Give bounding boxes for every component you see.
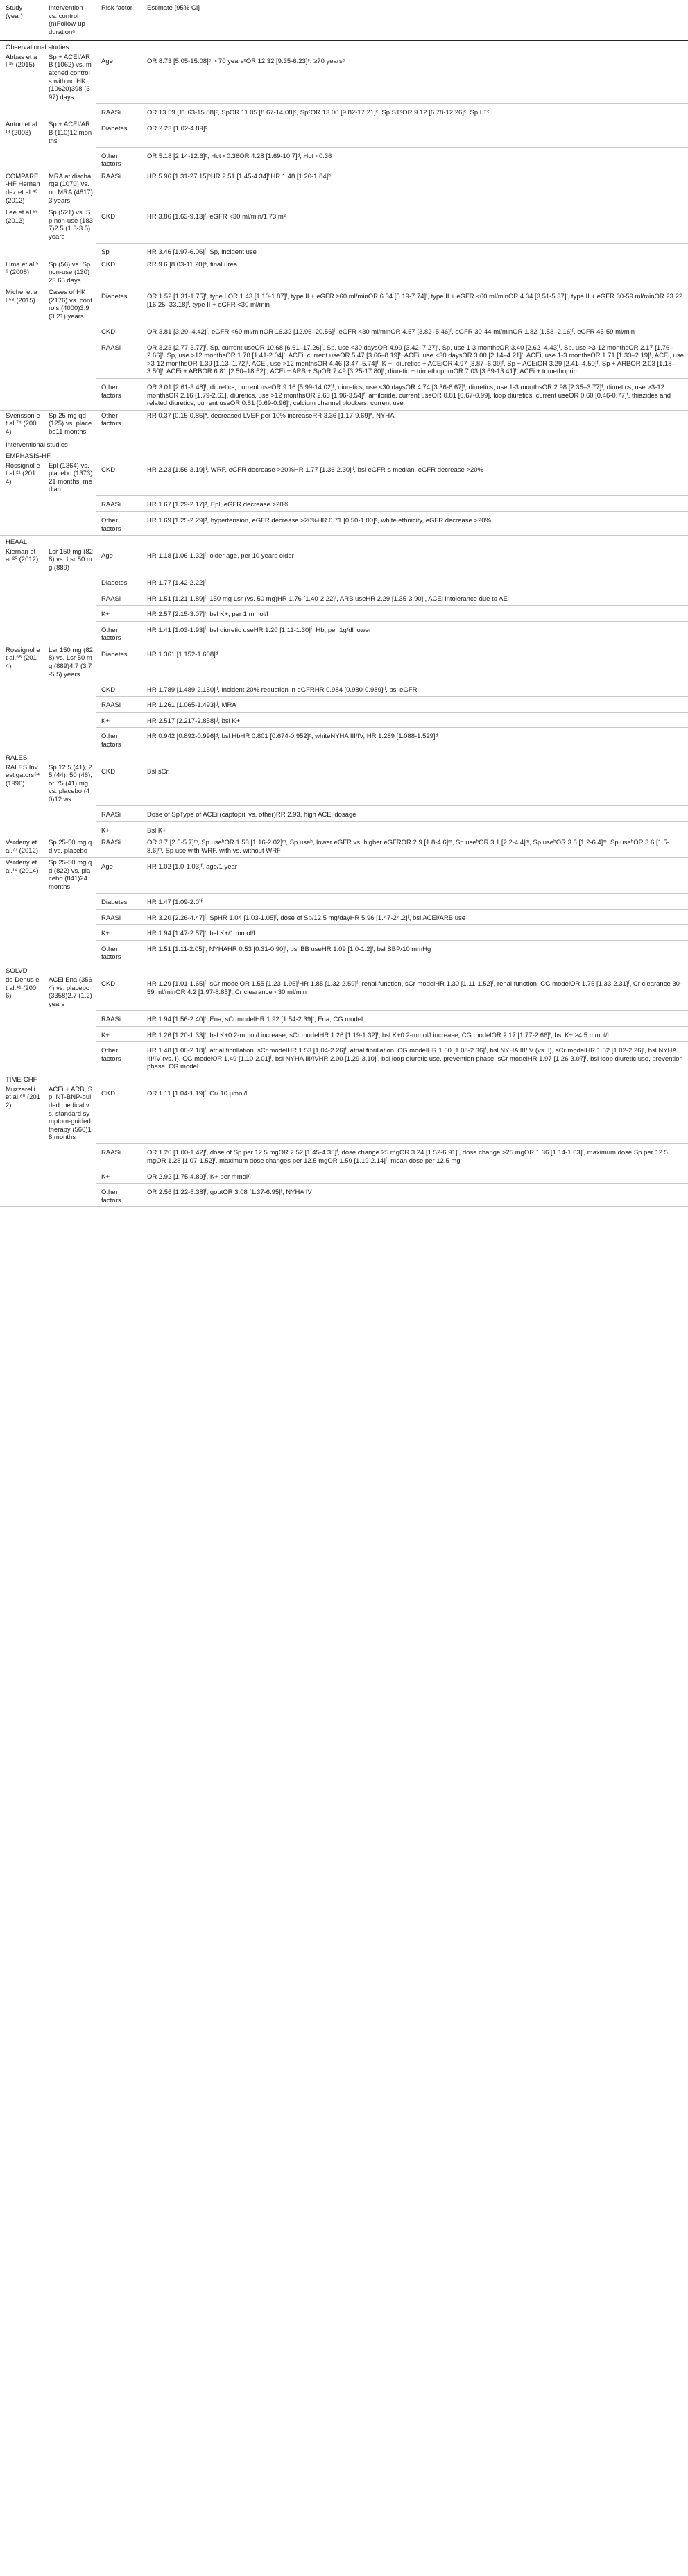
study-cell bbox=[0, 496, 43, 512]
risk-factor-cell: Other factors bbox=[96, 511, 141, 535]
intervention-cell: Lsr 150 mg (828) vs. Lsr 50 mg (889)4.7 (3.7-5.5) years bbox=[49, 646, 93, 679]
intervention-cell: Sp 25-50 mg qd vs. placebo bbox=[43, 837, 96, 858]
intervention-cell bbox=[43, 712, 96, 728]
risk-factor-cell: K+ bbox=[96, 606, 141, 622]
estimate-cell: HR 0.942 [0.892-0.996]ᵈ, bsl HbHR 0.801 [0.674-0.952]ᵈ, whiteNYHA III/IV, HR 1.289 [1.088-1.529]ᵈ bbox=[147, 733, 438, 741]
section-row bbox=[0, 1073, 688, 1084]
table-row bbox=[0, 52, 688, 103]
study-cell bbox=[0, 323, 43, 339]
table-row bbox=[0, 621, 688, 645]
intervention-cell bbox=[43, 728, 96, 751]
table-row bbox=[0, 103, 688, 119]
study-cell bbox=[0, 574, 43, 590]
study-cell bbox=[0, 1144, 43, 1168]
study-cell: Vardeny et al.⁷⁷ (2012) bbox=[0, 837, 43, 858]
estimate-cell: OR 3.81 [3.29–4.42]ᶠ, eGFR <60 ml/minOR 16.32 [12.96–20.56]ᶠ, eGFR <30 ml/minOR 4.57 [3.82–5.46]ᶠ, eGFR 30-44 ml/minOR 1.82 [1.53–2.16]ᶠ, eGFR 45-59 ml/min bbox=[141, 323, 688, 339]
risk-factor-cell: Age bbox=[96, 858, 141, 894]
risk-factor-cell: Other factors bbox=[96, 621, 141, 645]
study-cell: Vardeny et al.¹⁴ (2014) bbox=[6, 859, 39, 875]
table-row bbox=[0, 511, 688, 535]
risk-factor-cell: K+ bbox=[96, 821, 141, 837]
estimate-cell: HR 5.96 [1.31-27.15]ʰHR 2.51 [1.45-4.34]ʰHR 1.48 [1.20-1.84]ʰ bbox=[141, 171, 688, 207]
table-row bbox=[0, 1168, 688, 1184]
table-row bbox=[0, 243, 688, 259]
intervention-cell: ACEi + ARB, Sp, NT-BNP-guided medical vs. standard symptom-guided therapy (566)18 months bbox=[49, 1085, 93, 1142]
table-row bbox=[0, 645, 688, 681]
intervention-cell bbox=[43, 821, 96, 837]
intervention-cell bbox=[43, 1026, 96, 1042]
table-row bbox=[0, 681, 688, 697]
header-estimate: Estimate [95% CI] bbox=[141, 0, 688, 41]
intervention-cell bbox=[43, 909, 96, 925]
intervention-cell: Sp + ACEI/ARB (110)12 months bbox=[49, 121, 92, 145]
study-cell bbox=[0, 147, 43, 171]
intervention-cell: Sp (56) vs. Sp non-use (130)23.65 days bbox=[43, 259, 96, 287]
study-cell bbox=[0, 1168, 43, 1184]
intervention-cell: Sp + ACEI/ARB (1062) vs. matched controls with no HK (10620)398 (397) days bbox=[49, 53, 92, 101]
intervention-cell bbox=[43, 574, 96, 590]
table-row bbox=[0, 410, 688, 438]
intervention-cell: Sp 12.5 (41), 25 (44), 50 (46), or 75 (41) mg vs. placebo (40)12 wk bbox=[49, 763, 92, 803]
estimate-cell: OR 2.92 [1.75-4.89]ᶠ, K+ per mmol/l bbox=[141, 1168, 688, 1184]
risk-factor-cell: Diabetes bbox=[96, 287, 141, 323]
section-heaal: HEAAL bbox=[6, 538, 28, 547]
intervention-cell bbox=[43, 323, 96, 339]
estimate-cell: Dose of SpType of ACEi (captopril vs. other)RR 2.93, high ACEi dosage bbox=[141, 806, 688, 822]
estimate-cell: Bsl sCr bbox=[141, 762, 688, 806]
study-cell bbox=[0, 1026, 43, 1042]
estimate-cell: HR 1.29 [1.01-1.65]ᶠ, sCr modelOR 1.55 [1.23-1.95]ᶠHR 1.85 [1.32-2.59]ᶠ, renal function, sCr modelHR 1.30 [1.11-1.52]ᶠ, renal function, CG modelOR 1.75 [1.33-2.31]ᶠ, Cr clearance 30-59 ml/minOR 4.2 [1.97-8.85]ᶠ, Cr clearance <30 ml/min bbox=[141, 975, 688, 1010]
estimate-cell: OR 2.56 [1.22-5.38]ᶠ, goutOR 3.08 [1.37-6.95]ᶠ, NYHA IV bbox=[141, 1184, 688, 1207]
risk-factor-cell: CKD bbox=[96, 975, 141, 1010]
study-cell bbox=[0, 806, 43, 822]
estimate-cell: HR 1.69 [1.25-2.29]ᵈ, hypertension, eGFR decrease >20%HR 0.71 [0.50-1.00]ᵈ, white ethnicity, eGFR decrease >20% bbox=[141, 511, 688, 535]
estimate-cell: HR 3.86 [1.63-9.13]ᶠ, eGFR <30 ml/min/1.73 m² bbox=[141, 207, 688, 244]
risk-factor-cell: Other factors bbox=[96, 378, 141, 410]
estimate-cell: HR 1.94 [1.47-2.57]ᶠ, bsl K+/1 mmol/l bbox=[141, 925, 688, 941]
header-risk-factor: Risk factor bbox=[96, 0, 141, 41]
study-cell bbox=[0, 681, 43, 697]
table-row bbox=[0, 339, 688, 378]
study-cell bbox=[0, 728, 43, 751]
table-row bbox=[0, 712, 688, 728]
section-emphasis-hf: EMPHASIS-HF bbox=[6, 452, 51, 461]
table-row bbox=[0, 323, 688, 339]
estimate-cell: HR 1.51 [1.11-2.05]ᶠ, NYHAHR 0.53 [0.31-0.90]ᶠ, bsl BB useHR 1.09 [1.0-1.2]ᶠ, bsl SBP/10 mmHg bbox=[147, 945, 431, 953]
estimate-cell: RR 9.6 [8.03-11.20]ᵉ, final urea bbox=[141, 259, 688, 287]
table-row bbox=[0, 574, 688, 590]
estimate-cell: OR 13.59 [11.63-15.88]ᶜ, SpOR 11.05 [8.67-14.08]ᶜ, SpᶜOR 13.00 [9.82-17.21]ᶜ, Sp STᶜOR 9.12 [6.78-12.26]ᶜ, Sp LTᶜ bbox=[141, 103, 688, 119]
risk-factor-cell: Age bbox=[96, 52, 141, 103]
study-cell bbox=[0, 511, 43, 535]
intervention-cell bbox=[43, 378, 96, 410]
table-row bbox=[0, 1026, 688, 1042]
study-cell bbox=[0, 894, 43, 910]
risk-factor-cell: Other factors bbox=[101, 733, 121, 749]
estimate-cell: HR 1.26 [1.20-1.33]ᶠ, bsl K+0.2-mmol/l increase, sCr modelHR 1.26 [1.19-1.32]ᶠ, bsl K+0.2-mmol/l increase, CG modelOR 2.17 [1.77-2.66]ᶠ, bsl K+ ≥4.5 mmol/l bbox=[141, 1026, 688, 1042]
intervention-cell: Sp 25-50 mg qd (822) vs. placebo (841)24 months bbox=[49, 859, 92, 892]
estimate-cell: HR 2.23 [1.56-3.19]ᵈ, WRF, eGFR decrease >20%HR 1.77 [1.36-2.30]ᵈ, bsl eGFR ≤ median, eGFR decrease >20% bbox=[141, 461, 688, 496]
section-rales: RALES bbox=[6, 754, 28, 762]
table-row bbox=[0, 1184, 688, 1207]
study-cell bbox=[0, 925, 43, 941]
section-observational: Observational studies bbox=[6, 44, 69, 52]
study-cell bbox=[0, 590, 43, 606]
table-row bbox=[0, 606, 688, 622]
risk-factor-cell: Diabetes bbox=[96, 645, 141, 681]
risk-factor-cell: CKD bbox=[96, 259, 141, 287]
risk-factor-cell: Age bbox=[96, 547, 141, 574]
intervention-cell bbox=[43, 806, 96, 822]
table-row bbox=[0, 925, 688, 941]
intervention-cell bbox=[43, 621, 96, 645]
estimate-cell: OR 1.52 [1.31-1.75]ᶠ, type IIOR 1.43 [1.10-1.87]ᶠ, type II + eGFR ≥60 ml/minOR 6.34 [5.19-7.74]ᶠ, type II + eGFR <60 ml/minOR 4.34 [3.51-5.37]ᶠ, type II + eGFR 30-59 ml/minOR 23.22 [16.25–33.18]ᶠ, type II + eGFR <30 ml/min bbox=[141, 287, 688, 323]
study-cell: Lee et al.⁵⁵ (2013) bbox=[6, 209, 38, 225]
estimate-cell: RR 0.37 [0.15-0.85]ᵉ, decreased LVEF per 10% increaseRR 3.36 [1.17-9.69]ᵉ, NYHA bbox=[147, 411, 395, 420]
estimate-cell: OR 1.11 [1.04-1.19]ᶠ, Cr/ 10 μmol/l bbox=[141, 1084, 688, 1144]
section-row bbox=[0, 438, 688, 450]
risk-factor-cell: Other factors bbox=[101, 1047, 121, 1063]
estimate-cell: HR 1.789 [1.489-2.150]ᵈ, incident 20% reduction in eGFRHR 0.984 [0.980-0.989]ᵈ, bsl eGFR bbox=[141, 681, 688, 697]
table-row bbox=[0, 287, 688, 323]
table-row bbox=[0, 806, 688, 822]
study-cell: RALES Investigators⁶⁴ (1996) bbox=[6, 763, 40, 787]
estimate-cell: Bsl K+ bbox=[141, 821, 688, 837]
header-intervention: Intervention vs. control (n)Follow-up durationᵃ bbox=[43, 0, 96, 41]
risk-factor-cell: Other factors bbox=[96, 1184, 141, 1207]
table-row bbox=[0, 378, 688, 410]
study-cell: Anton et al.¹³ (2003) bbox=[6, 121, 40, 137]
study-cell: Svensson et al.⁷⁴ (2004) bbox=[0, 410, 43, 438]
study-cell bbox=[0, 378, 43, 410]
risk-factor-cell: Diabetes bbox=[96, 574, 141, 590]
table-row bbox=[0, 697, 688, 713]
header-row bbox=[0, 0, 688, 41]
study-cell bbox=[0, 606, 43, 622]
intervention-cell bbox=[43, 925, 96, 941]
intervention-cell bbox=[43, 147, 96, 171]
study-cell bbox=[0, 621, 43, 645]
intervention-cell bbox=[43, 511, 96, 535]
intervention-cell bbox=[43, 243, 96, 259]
risk-factor-cell: CKD bbox=[96, 681, 141, 697]
study-cell bbox=[0, 339, 43, 378]
intervention-cell bbox=[43, 1042, 96, 1073]
risk-factor-cell: CKD bbox=[96, 323, 141, 339]
study-cell: de Denus et al.⁴¹ (2006) bbox=[6, 976, 40, 1000]
risk-factor-cell: CKD bbox=[96, 461, 141, 496]
estimate-cell: HR 2.517 [2.217-2.858]ᵈ, bsl K+ bbox=[141, 712, 688, 728]
risk-factor-cell: Other factors bbox=[96, 147, 141, 171]
risk-factor-cell: Diabetes bbox=[96, 119, 141, 147]
table-row bbox=[0, 1144, 688, 1168]
section-row bbox=[0, 751, 688, 762]
estimate-cell: HR 3.46 [1.97-6.06]ᶠ, Sp, incident use bbox=[141, 243, 688, 259]
table-row bbox=[0, 119, 688, 147]
table-row bbox=[0, 147, 688, 171]
risk-factor-cell: RAASi bbox=[96, 697, 141, 713]
estimate-cell: OR 5.18 [2.14-12.6]ᵈ, Hct <0.36OR 4.28 [1.69-10.7]ᵈ, Hct <0.36 bbox=[141, 147, 688, 171]
intervention-cell bbox=[43, 496, 96, 512]
study-cell: Muzzarelli et al.⁶⁰ (2012) bbox=[6, 1085, 40, 1110]
table-row bbox=[0, 590, 688, 606]
header-study: Study (year) bbox=[0, 0, 43, 41]
study-cell: Kiernan et al.²⁰ (2012) bbox=[6, 547, 39, 564]
estimate-cell: HR 1.361 [1.152-1.608]ᵈ bbox=[141, 645, 688, 681]
table-row bbox=[0, 171, 688, 207]
estimate-cell: OR 8.73 [5.05-15.08]ᶜ, <70 yearsᶜOR 12.32 [9.35-6.23]ᶜ, ≥70 yearsᶜ bbox=[141, 52, 688, 103]
estimate-cell: OR 3.23 [2.77-3.77]ᶠ, Sp, current useOR 10.68 [6.61–17.26]ᶠ, Sp, use <30 daysOR 4.99 [3.42–7.27]ᶠ, Sp, use 1-3 monthsOR 3.40 [2.62–4.43]ᶠ, Sp, use >3-12 monthsOR 2.17 [1.76–2.66]ᶠ, Sp, use >12 monthsOR 1.70 [1.41-2.04]ᶠ, ACEi, current useOR 5.47 [3.66–8.19]ᶠ, ACEi, use <30 daysOR 3.00 [2.14–4.21]ᶠ, ACEi, use 1-3 monthsOR 1.71 [1.33–2.19]ᶠ, ACEi, use >3-12 monthsOR 1.39 [1.13–1.72]ᶠ, ACEi, use >12 monthsOR 4.46 [3.47–5.74]ᶠ, K + -diuretics + ACEiOR 4.97 [3.87–6.39]ᶠ, Sp + ACEiOR 3.29 [2.41–4.50]ᶠ, Sp + ARBOR 2.03 [1.18–3.50]ᶠ, ACEi + ARBOR 6.81 [2.50–18.52]ᶠ, ACEi + ARB + SpOR 7.49 [3.25-17.80]ᶠ, diuretic + trimethoprimOR 7.03 [3.69-13.41]ᶠ, ACEi + trimethoprim bbox=[141, 339, 688, 378]
study-cell: COMPARE-HF Hernandez et al.⁴⁹ (2012) bbox=[0, 171, 43, 207]
intervention-cell: Sp (521) vs. Sp non-use (1837)2.5 (1.3-3.5) years bbox=[49, 209, 93, 241]
study-cell bbox=[0, 940, 43, 964]
intervention-cell bbox=[43, 590, 96, 606]
risk-factor-table bbox=[0, 0, 688, 1207]
risk-factor-cell: RAASi bbox=[96, 496, 141, 512]
study-cell: Abbas et al.³⁵ (2015) bbox=[6, 53, 37, 69]
estimate-cell: HR 1.18 [1.06-1.32]ᶠ, older age, per 10 years older bbox=[141, 547, 688, 574]
section-time-chf: TIME-CHF bbox=[6, 1076, 37, 1084]
table-row bbox=[0, 547, 688, 574]
table-row bbox=[0, 837, 688, 858]
section-solvd: SOLVD bbox=[6, 966, 28, 975]
risk-factor-cell: Sp bbox=[96, 243, 141, 259]
table-row bbox=[0, 207, 688, 244]
risk-factor-cell: K+ bbox=[96, 925, 141, 941]
risk-factor-cell: RAASi bbox=[96, 171, 141, 207]
estimate-cell: HR 1.67 [1.29-2.17]ᵈ, Epl, eGFR decrease >20% bbox=[141, 496, 688, 512]
table-row bbox=[0, 940, 688, 964]
risk-factor-cell: RAASi bbox=[96, 339, 141, 378]
estimate-cell: OR 3.01 [2.61-3.48]ᶠ, diuretics, current useOR 9.16 [5.99-14.02]ᶠ, diuretics, use <30 daysOR 4.74 [3.36-6.67]ᶠ, diuretics, use 1-3 monthsOR 2.98 [2.35–3.77]ᶠ, diuretics, use >3-12 monthsOR 2.16 [1.79-2.61], diuretics, use >12 monthsOR 2.63 [1.96-3.54]ᶠ, amiloride, current useOR 0.81 [0.67-0.99], loop diuretics, current useOR 0.60 [0.46-0.77]ᶠ, thiazides and related diuretics, current useOR 0.81 [0.69-0.96]ᶠ, calcium channel blockers, current use bbox=[141, 378, 688, 410]
estimate-cell: HR 1.94 [1.56-2.40]ᶠ, Ena, sCr modelHR 1.92 [1.54-2.39]ᶠ, Ena, CG model bbox=[141, 1010, 688, 1026]
study-cell: Rossignol et al.²¹ (2014) bbox=[6, 461, 40, 486]
intervention-cell bbox=[43, 103, 96, 119]
table-row bbox=[0, 1084, 688, 1144]
risk-factor-cell: Other factors bbox=[101, 945, 121, 962]
risk-factor-cell: CKD bbox=[96, 207, 141, 244]
table-row bbox=[0, 1042, 688, 1073]
study-cell bbox=[0, 712, 43, 728]
risk-factor-cell: RAASi bbox=[96, 837, 141, 858]
risk-factor-cell: K+ bbox=[96, 1168, 141, 1184]
section-interventional: Interventional studies bbox=[6, 441, 68, 450]
study-cell: Rossignol et al.⁶⁵ (2014) bbox=[6, 646, 40, 670]
estimate-cell: OR 1.20 [1.00-1.42]ᶠ, dose of Sp per 12.5 mgOR 2.52 [1.45-4.35]ᶠ, dose change 25 mgOR 3.24 [1.52-6.91]ᶠ, dose change >25 mgOR 1.36 [1.14-1.63]ᶠ, maximum dose Sp per 12.5 mgOR 1.28 [1.07-1.52]ᶠ, maximum dose changes per 12.5 mgOR 1.59 [1.19-2.14]ᶠ, mean dose per 12.5 mg bbox=[141, 1144, 688, 1168]
table-row bbox=[0, 1010, 688, 1026]
estimate-cell: HR 1.47 [1.09-2.0]ᶠ bbox=[141, 894, 688, 910]
study-cell bbox=[0, 821, 43, 837]
estimate-cell: HR 3.20 [2.26-4.47]ᶠ, SpHR 1.04 [1.03-1.05]ᶠ, dose of Sp/12.5 mg/dayHR 5.96 [1.47-24.2]ᶠ, bsl ACEi/ARB use bbox=[141, 909, 688, 925]
risk-factor-cell: RAASi bbox=[96, 806, 141, 822]
study-cell bbox=[0, 1010, 43, 1026]
estimate-cell: HR 1.48 [1.00-2.18]ᶠ, atrial fibrillation, sCr modelHR 1.53 [1.04-2.26]ᶠ, atrial fibrillation, CG modelHR 1.60 [1.08-2.36]ᶠ, bsl NYHA III/IV (vs. I), sCr modelHR 1.52 [1.02-2.26]ᶠ, bsl NYHA III/IV (vs. I), CG modelOR 1.49 [1.10-2.01]ᶠ, bsl NYHA III/IVHR 2.00 [1.29-3.10]ᶠ, bsl loop diuretic use, prevention phase, sCr modelHR 1.97 [1.26-3.07]ᶠ, bsl loop diuretic use, prevention phase, CG model bbox=[147, 1047, 683, 1071]
estimate-cell: HR 2.57 [2.15-3.07]ᶠ, bsl K+, per 1 mmol/l bbox=[141, 606, 688, 622]
table-row bbox=[0, 909, 688, 925]
risk-factor-cell: RAASi bbox=[96, 590, 141, 606]
intervention-cell: Epl (1364) vs. placebo (1373)21 months, median bbox=[49, 461, 93, 494]
risk-factor-cell: K+ bbox=[96, 1026, 141, 1042]
risk-factor-cell: Diabetes bbox=[96, 894, 141, 910]
intervention-cell bbox=[43, 681, 96, 697]
estimate-cell: HR 1.02 [1.0-1.03]ᶠ, age/1 year bbox=[141, 858, 688, 894]
risk-factor-cell: RAASi bbox=[96, 103, 141, 119]
table-row bbox=[0, 461, 688, 496]
intervention-cell: Lsr 150 mg (828) vs. Lsr 50 mg (889) bbox=[49, 547, 93, 572]
table-row bbox=[0, 821, 688, 837]
intervention-cell: Cases of HK (2176) vs. controls (4000)3.9 (3.21) years bbox=[49, 289, 92, 321]
intervention-cell bbox=[43, 1010, 96, 1026]
estimate-cell: OR 2.23 [1.02-4.89]ᵈ bbox=[141, 119, 688, 147]
estimate-cell: HR 1.261 [1.065-1.493]ᵈ, MRA bbox=[141, 697, 688, 713]
table-row bbox=[0, 728, 688, 751]
intervention-cell: MRA at discharge (1070) vs. no MRA (4817)3 years bbox=[43, 171, 96, 207]
intervention-cell bbox=[43, 606, 96, 622]
risk-factor-cell: RAASi bbox=[96, 1010, 141, 1026]
study-cell bbox=[0, 243, 43, 259]
estimate-cell: HR 1.51 [1.21-1.89]ᶠ, 150 mg Lsr (vs. 50 mg)HR 1.76 [1.40-2.22]ᶠ, ARB useHR 2.29 [1.35-3.90]ᶠ, ACEi intolerance due to AE bbox=[141, 590, 688, 606]
intervention-cell bbox=[43, 1184, 96, 1207]
study-cell bbox=[0, 697, 43, 713]
study-cell: Lima et al.⁵⁶ (2008) bbox=[0, 259, 43, 287]
risk-factor-cell: RAASi bbox=[96, 1144, 141, 1168]
section-row bbox=[0, 450, 688, 461]
risk-factor-cell: RAASi bbox=[96, 909, 141, 925]
section-row bbox=[0, 536, 688, 547]
study-cell: Michel et al.⁵⁸ (2015) bbox=[6, 289, 37, 305]
risk-factor-cell: CKD bbox=[96, 1084, 141, 1144]
study-cell bbox=[0, 103, 43, 119]
intervention-cell bbox=[43, 339, 96, 378]
risk-factor-cell: Other factors bbox=[101, 411, 121, 428]
risk-factor-cell: CKD bbox=[96, 762, 141, 806]
section-row bbox=[0, 964, 688, 975]
intervention-cell: ACEi Ena (3564) vs. placebo (3358)2.7 (1.2) years bbox=[49, 976, 92, 1008]
table-row bbox=[0, 975, 688, 1010]
table-row bbox=[0, 259, 688, 287]
study-cell bbox=[0, 1184, 43, 1207]
intervention-cell: Sp 25 mg qd (125) vs. placebo11 months bbox=[43, 410, 96, 438]
study-cell bbox=[0, 909, 43, 925]
estimate-cell: HR 1.77 [1.42-2.22]ᶠ bbox=[141, 574, 688, 590]
intervention-cell bbox=[43, 697, 96, 713]
table-row bbox=[0, 762, 688, 806]
intervention-cell bbox=[43, 1144, 96, 1168]
table-row bbox=[0, 496, 688, 512]
risk-factor-cell: K+ bbox=[96, 712, 141, 728]
table-row bbox=[0, 858, 688, 894]
intervention-cell bbox=[43, 940, 96, 964]
intervention-cell bbox=[43, 894, 96, 910]
table-row bbox=[0, 894, 688, 910]
section-row bbox=[0, 41, 688, 52]
study-cell bbox=[0, 1042, 43, 1073]
intervention-cell bbox=[43, 1168, 96, 1184]
estimate-cell: HR 1.41 [1.03-1.93]ᶠ, bsl diuretic useHR 1.20 [1.11-1.30]ᶠ, Hb, per 1g/dl lower bbox=[141, 621, 688, 645]
estimate-cell: OR 3.7 [2.5-5.7]ᵐ, Sp useʰOR 1.53 [1.16-2.02]ᵐ, Sp useʰ, lower eGFR vs. higher eGFROR 2.9 [1.8-4.6]ᵐ, Sp useʰOR 3.1 [2.2-4.4]ᵐ, Sp useʰOR 3.8 [1.2-6.4]ᵐ, Sp useʰOR 3.6 [1.5-8.6]ᵐ, Sp use with WRF, with vs. without WRF bbox=[141, 837, 688, 858]
